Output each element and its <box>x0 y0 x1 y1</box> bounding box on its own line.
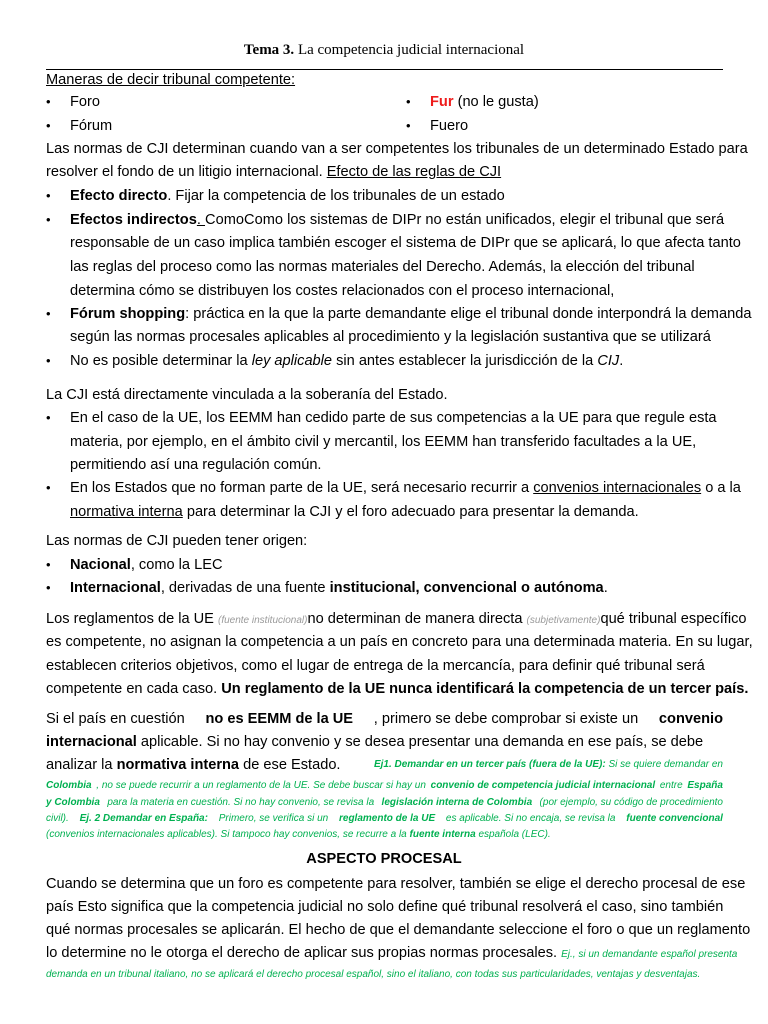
ue-line3: permitiendo así una regulación común. <box>70 457 322 473</box>
p1-line1: Las normas de CJI determinan cuando van a ser competentes los tribunales de un determinado Estado para <box>46 141 748 157</box>
bullet-icon: • <box>46 94 51 109</box>
g-convenio-cji: convenio de competencia judicial internacional <box>430 780 656 791</box>
ley-text-a: No es posible determinar la <box>70 353 248 369</box>
header-title: La competencia judicial internacional <box>297 42 525 58</box>
g-y-colombia: y Colombia <box>46 797 100 808</box>
p3-lead: Las normas de CJI pueden tener origen: <box>46 533 308 549</box>
p5-line2 <box>46 734 703 750</box>
p5-green-line4 <box>46 779 723 793</box>
forum-shopping-bold: Fórum shopping <box>70 306 186 322</box>
p5-green-line7 <box>46 828 551 842</box>
p4-line2: es competente, no asignan la competencia a un país en concreto para una determinada materia. En su lugar, <box>46 634 753 650</box>
p5-text-e: de ese Estado. <box>243 757 341 773</box>
effect-indirect-bold: Efectos indirectos <box>70 212 197 228</box>
p4-seg-a <box>46 611 307 629</box>
p1-effects-heading: Efecto de las reglas de CJI <box>326 164 502 180</box>
p5-green-ej1-bold: Ej1. Demandar en un tercer país (fuera de la UE): <box>373 759 606 770</box>
g-ej2: Ej. 2 Demandar en España: <box>79 813 208 824</box>
header-tema: Tema 3. <box>243 42 295 58</box>
ue-line1: En el caso de la UE, los EEMM han cedido parte de sus competencias a la UE para que regule esta <box>70 410 717 426</box>
bullet-icon: • <box>46 557 51 572</box>
section-line4-text: lo determine no le otorga el derecho de aplicar sus propias normas procesales. <box>46 945 558 961</box>
p1-line2-text: resolver el fondo de un litigio internacional. <box>46 164 323 180</box>
section-green-2: demanda en un tribunal italiano, no se aplicará el derecho procesal español, sino el italiano, con todas sus particularidades, ventajas y desventajas. <box>46 969 701 980</box>
ley-cij: CIJ <box>597 353 620 369</box>
p4-line1 <box>46 611 747 629</box>
origin-nacional-text: , como la LEC <box>130 557 223 573</box>
effect-indirect-rest: Como los sistemas de DIPr no están unificados, elegir el tribunal que será <box>244 212 725 228</box>
origin-int-bold: Internacional <box>70 580 161 596</box>
ley-text-b: sin antes establecer la jurisdicción de la <box>336 353 594 369</box>
origin-nacional-bold: Nacional <box>70 557 131 573</box>
ley-italic: ley aplicable <box>251 353 333 369</box>
p4-line4 <box>46 681 748 697</box>
section-line1: Cuando se determina que un foro es competente para resolver, también se elige el derecho procesal de ese <box>46 876 746 892</box>
ley-end: . <box>619 353 624 369</box>
g-text-4: Primero, se verifica si un <box>218 813 329 824</box>
g-text-7: española (LEC). <box>478 829 551 840</box>
g-civil: civil). <box>46 813 69 824</box>
name-foro: Foro <box>70 94 101 110</box>
effect-indirect-line2: responsable de un caso implica también escoger el sistema de DIPr que se aplicará, lo que afecta tanto <box>70 235 741 251</box>
bullet-icon: • <box>46 212 51 227</box>
p5-text-d: analizar la <box>46 757 113 773</box>
p5-green-ej1-text: Si se quiere demandar en <box>608 759 723 770</box>
p4-note-institucional: (fuente institucional) <box>217 615 308 626</box>
p5-line3 <box>46 757 723 773</box>
bullet-icon: • <box>46 306 51 321</box>
effect-direct <box>70 188 505 204</box>
g-text-6: (convenios internacionales aplicables). Si tampoco hay convenios, se recurre a la <box>46 829 407 840</box>
g-entre: entre <box>659 780 683 791</box>
g-text-1: , no se puede recurrir a un reglamento de la UE. Se debe buscar si hay un <box>96 780 426 791</box>
effect-indirect-line1 <box>70 212 725 228</box>
p4-note-subjetiva: (subjetivamente) <box>526 615 601 626</box>
section-green-1: Ej., si un demandante español presenta <box>561 949 738 960</box>
p5-bold-normativa: normativa interna <box>116 757 240 773</box>
g-colombia: Colombia <box>46 780 92 791</box>
bullet-icon: • <box>406 118 411 133</box>
section-line2: país Esto significa que la competencia judicial no solo define qué tribunal resolverá el caso, sino también <box>46 899 724 915</box>
p4-bold-claim: Un reglamento de la UE nunca identificará la competencia de un tercer país. <box>221 681 749 697</box>
non-ue-text-b: o a la <box>705 480 741 496</box>
intro-heading: Maneras de decir tribunal competente: <box>46 72 296 88</box>
p4-line3: establecen criterios objetivos, como el lugar de entrega de la mercancía, para definir qué tribunal será <box>46 658 705 674</box>
p5-green-line5 <box>46 796 723 810</box>
p4-text-a: Los reglamentos de la UE <box>46 611 214 627</box>
p5-text-c: aplicable. Si no hay convenio y se desea presentar una demanda en ese país, se debe <box>140 734 704 750</box>
non-ue-text-c: para determinar la CJI y el foro adecuado para presentar la demanda. <box>186 504 639 520</box>
bullet-icon: • <box>46 580 51 595</box>
non-ue-text-a: En los Estados que no forman parte de la UE, será necesario recurrir a <box>70 480 530 496</box>
g-legislacion: legislación interna de Colombia <box>381 797 533 808</box>
origin-int-text: , derivadas de una fuente <box>160 580 326 596</box>
effect-indirect-w1: Como <box>205 212 245 228</box>
effect-indirect-line4: determina cómo se distribuyen los costes relacionados con el proceso internacional, <box>70 283 615 299</box>
p4-seg-b <box>307 611 600 629</box>
forum-shopping-line2: según las normas procesales aplicables al procedimiento y la legislación sustantiva que se utilizará <box>70 329 711 345</box>
p2-lead: La CJI está directamente vinculada a la soberanía del Estado. <box>46 387 448 403</box>
origin-int-bold2: institucional, convencional o autónoma <box>329 580 604 596</box>
non-ue-line2 <box>70 504 639 520</box>
p4-text-c: qué tribunal específico <box>600 611 747 627</box>
bullet-icon: • <box>46 410 51 425</box>
bullet-icon: • <box>46 188 51 203</box>
effect-indirect-line3: las reglas del proceso como las normas materiales del Derecho. Además, la elección del tribunal <box>70 259 695 275</box>
bullet-icon: • <box>46 353 51 368</box>
p5-line3-main <box>46 757 341 773</box>
section-line3: qué normas procesales se aplicarán. El hecho de que el demandante seleccione el foro o que un reglamento <box>46 922 751 938</box>
effect-direct-bold: Efecto directo <box>70 188 168 204</box>
bullet-icon: • <box>46 118 51 133</box>
forum-shopping-text: : práctica en la que la parte demandante elige el tribunal donde interpondrá la demanda <box>185 306 752 322</box>
g-espana: España <box>687 780 723 791</box>
origin-internacional <box>70 580 608 596</box>
non-ue-normativa: normativa interna <box>70 504 183 520</box>
g-text-3: (por ejemplo, su código de procedimiento <box>539 797 723 808</box>
section-title: ASPECTO PROCESAL <box>306 851 462 867</box>
name-forum: Fórum <box>70 118 113 134</box>
forum-shopping-line1 <box>70 306 751 322</box>
non-ue-convenios: convenios internacionales <box>533 480 702 496</box>
p1-line2 <box>46 164 501 180</box>
g-text-2: para la materia en cuestión. Si no hay convenio, se revisa la <box>107 797 375 808</box>
g-text-5: es aplicable. Si no encaja, se revisa la <box>445 813 616 824</box>
origin-int-end: . <box>603 580 608 596</box>
bullet-icon: • <box>46 480 51 495</box>
p5-green-ej1 <box>374 757 723 773</box>
non-ue-line1 <box>70 480 741 496</box>
g-fuente-conv: fuente convencional <box>626 813 723 824</box>
name-fur-red: Fur <box>430 94 454 110</box>
p5-bold-convenio: convenio <box>658 711 723 727</box>
ley-aplicable-line <box>70 353 623 369</box>
name-fur-note: (no le gusta) <box>457 94 539 110</box>
p5-green-line6 <box>46 812 723 826</box>
p5-text-a: Si el país en cuestión <box>46 711 185 727</box>
bullet-icon: • <box>406 94 411 109</box>
g-reglamento: reglamento de la UE <box>339 813 436 824</box>
effect-indirect-lead: Efectos indirectos. Como <box>70 212 245 228</box>
p5-bold-internacional: internacional <box>46 734 137 750</box>
g-fuente-interna: fuente interna <box>409 829 476 840</box>
p5-line1 <box>46 711 723 727</box>
p5-text-b: , primero se debe comprobar si existe un <box>373 711 639 727</box>
ue-line2: materia, por ejemplo, en el ámbito civil y mercantil, los EEMM han transferido facultades a la UE, <box>70 434 697 450</box>
header-rule <box>46 69 723 70</box>
section-line4 <box>46 945 737 963</box>
name-fur <box>430 94 539 110</box>
origin-nacional <box>70 557 222 573</box>
name-fuero: Fuero <box>430 118 469 134</box>
p4-text-d: competente en cada caso. <box>46 681 218 697</box>
p5-bold-no-eemm: no es EEMM de la UE <box>205 711 354 727</box>
p4-text-b: no determinan de manera directa <box>307 611 523 627</box>
page-header <box>0 40 768 60</box>
effect-direct-text: . Fijar la competencia de los tribunales de un estado <box>167 188 505 204</box>
